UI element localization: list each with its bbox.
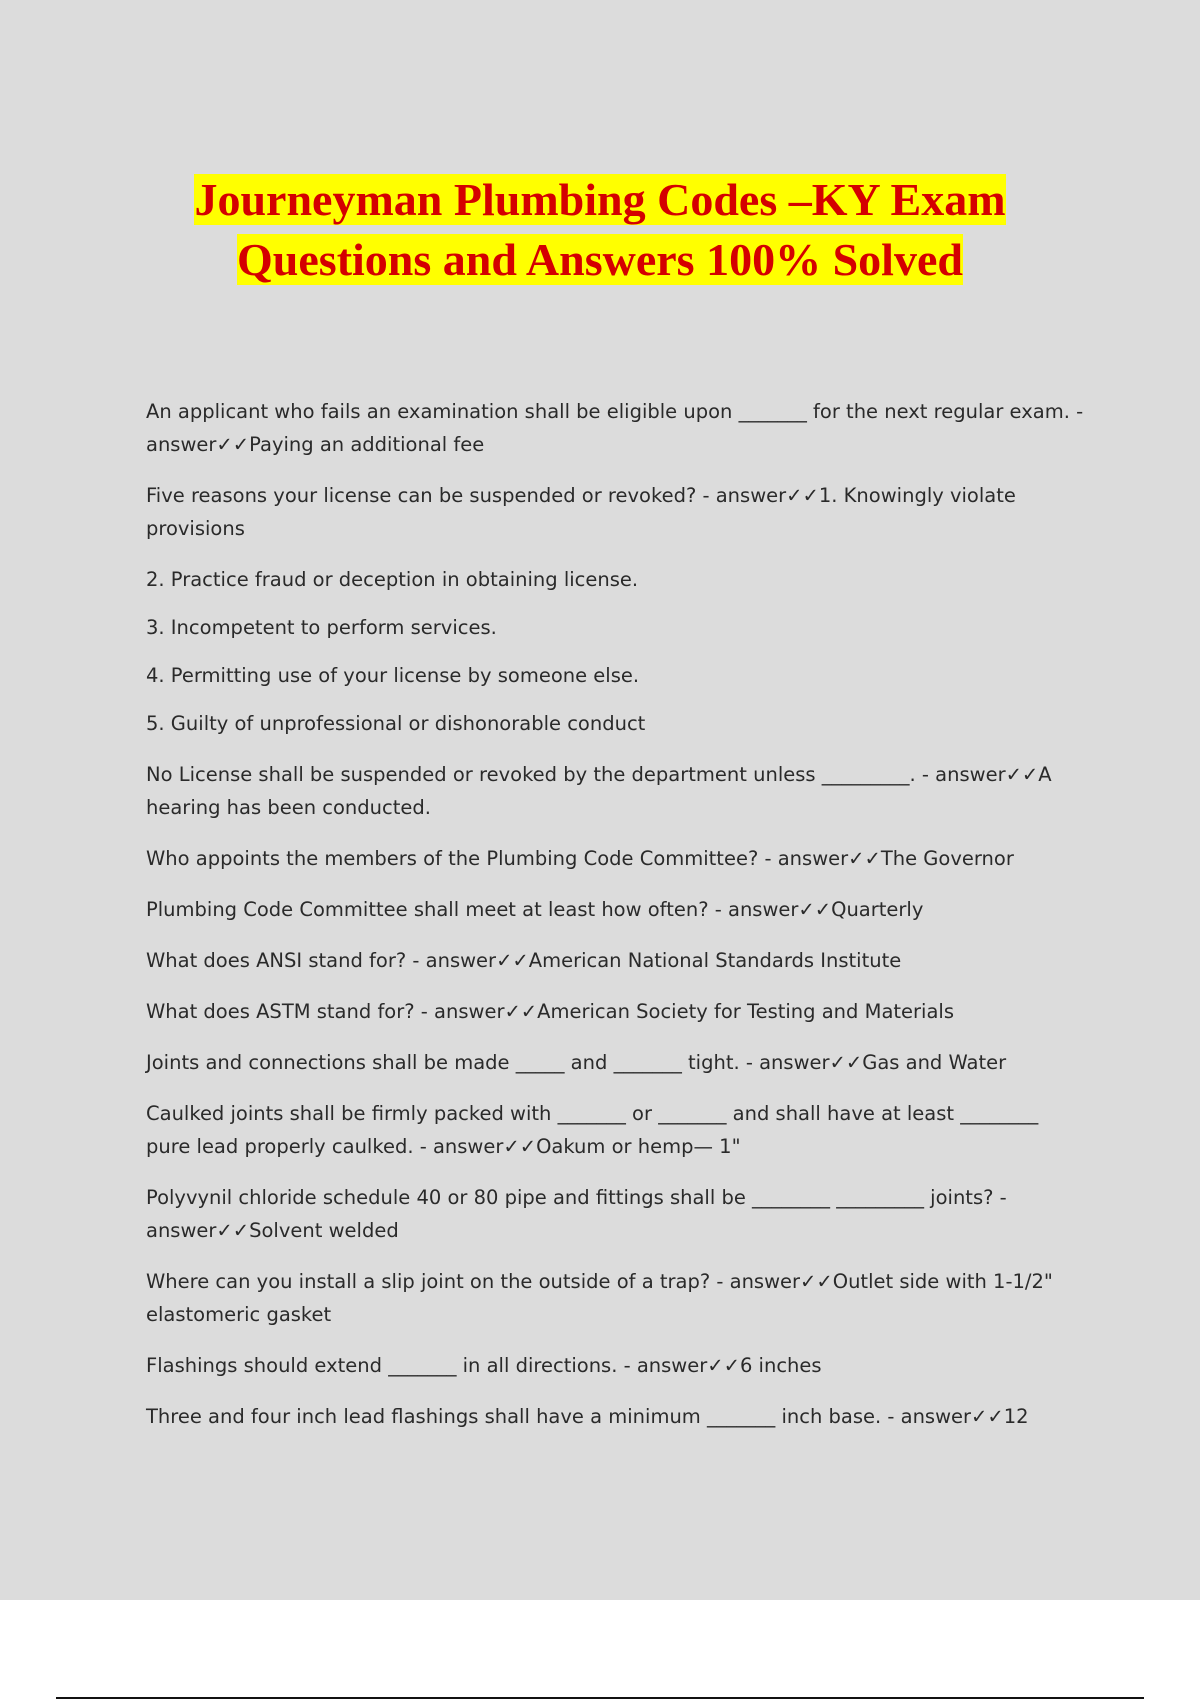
qa-item: 5. Guilty of unprofessional or dishonorable conduct [146, 712, 646, 735]
qa-item: An applicant who fails an examination shall be eligible upon _______ for the next regular exam. - answer✓✓Paying an additional fee [146, 400, 1084, 456]
qa-item: 4. Permitting use of your license by someone else. [146, 664, 640, 687]
qa-item: Who appoints the members of the Plumbing Code Committee? - answer✓✓The Governor [146, 847, 1014, 870]
title-line-1: Journeyman Plumbing Codes –KY Exam [194, 174, 1006, 225]
qa-item: Joints and connections shall be made _____ and _______ tight. - answer✓✓Gas and Water [146, 1051, 1007, 1074]
qa-item: 2. Practice fraud or deception in obtaining license. [146, 568, 639, 591]
qa-item: Polyvynil chloride schedule 40 or 80 pipe and fittings shall be ________ _________ joints? - answer✓✓Solvent welded [146, 1186, 1007, 1242]
qa-item: Five reasons your license can be suspended or revoked? - answer✓✓1. Knowingly violate provisions [146, 484, 1016, 540]
qa-item: No License shall be suspended or revoked by the department unless _________. - answer✓✓A hearing has been conducted. [146, 763, 1052, 819]
qa-item: Caulked joints shall be firmly packed with _______ or _______ and shall have at least ________ pure lead properly caulked. - answer✓✓Oakum or hemp— 1" [146, 1102, 1039, 1158]
qa-item: Three and four inch lead flashings shall have a minimum _______ inch base. - answer✓✓12 [146, 1405, 1029, 1428]
qa-item: What does ANSI stand for? - answer✓✓American National Standards Institute [146, 949, 902, 972]
qa-item: 3. Incompetent to perform services. [146, 616, 497, 639]
document-title [0, 170, 1200, 290]
title-line-2: Questions and Answers 100% Solved [237, 234, 963, 285]
page-bottom-divider [56, 1697, 1144, 1699]
qa-item: What does ASTM stand for? - answer✓✓American Society for Testing and Materials [146, 1000, 954, 1023]
qa-list [146, 395, 1086, 1451]
qa-item: Flashings should extend _______ in all directions. - answer✓✓6 inches [146, 1354, 822, 1377]
qa-item: Plumbing Code Committee shall meet at least how often? - answer✓✓Quarterly [146, 898, 924, 921]
qa-item: Where can you install a slip joint on the outside of a trap? - answer✓✓Outlet side with 1-1/2" elastomeric gasket [146, 1270, 1053, 1326]
